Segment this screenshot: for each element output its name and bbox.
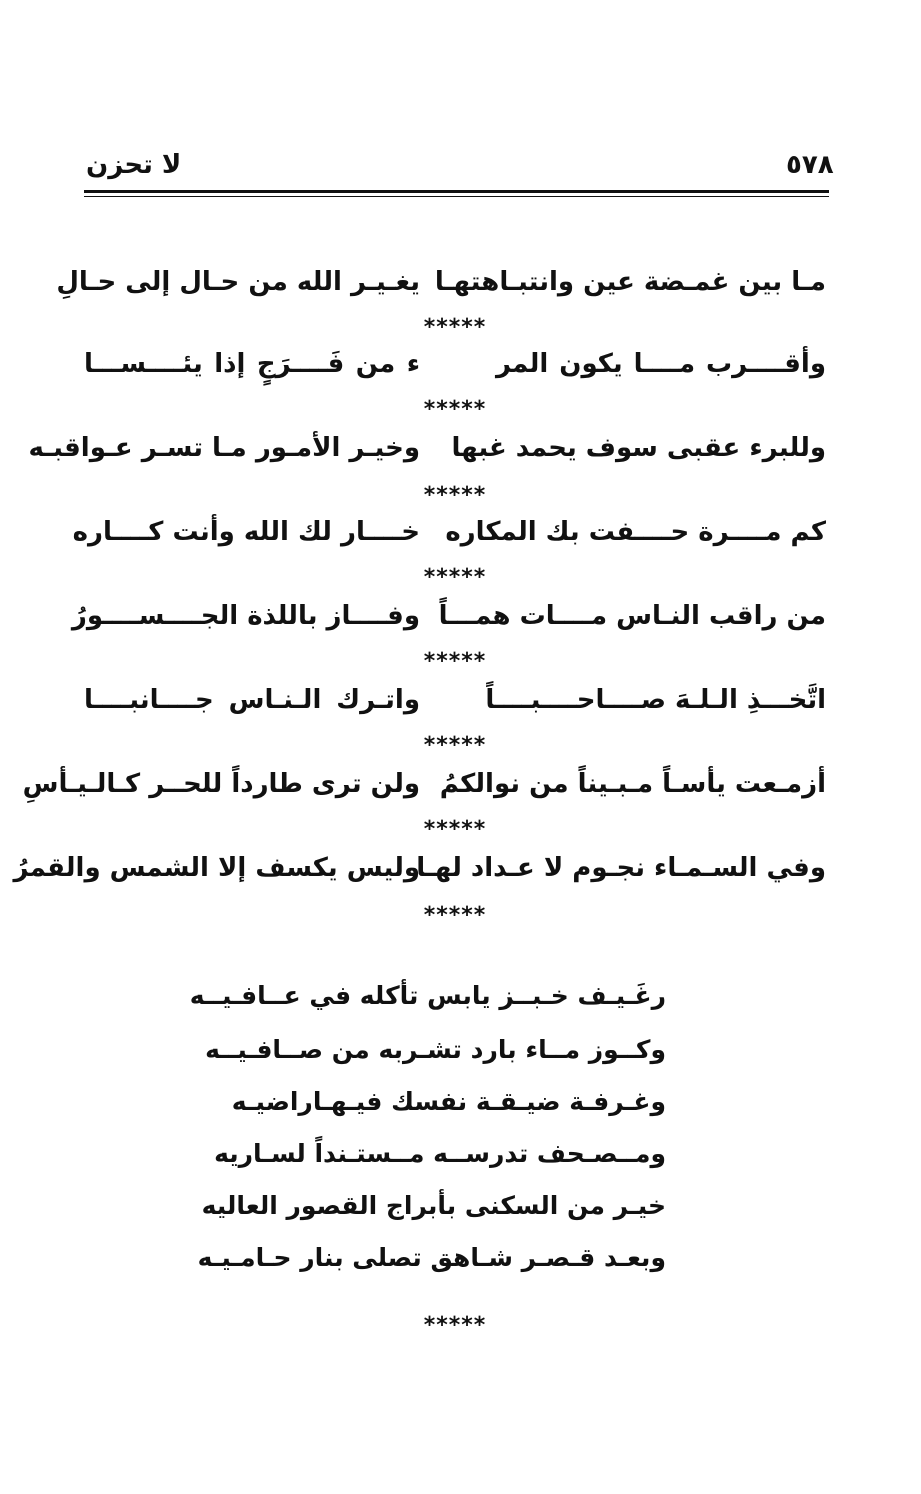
verse (72, 512, 826, 552)
verse-separator: ***** (423, 483, 487, 508)
verse-first-hemistich: وللبرء عقبى سوف يحمد غبها (451, 433, 826, 463)
verse-second-hemistich: واتـرك الـنـاس جــــانبــــا (84, 685, 420, 715)
closing-separator: ***** (423, 1313, 487, 1338)
verse (22, 764, 826, 804)
header-rule-thick (84, 190, 829, 193)
verse (84, 680, 826, 720)
verse (71, 596, 826, 636)
verse (84, 344, 826, 384)
verse-second-hemistich: وفــــاز باللذة الجــــســــورُ (71, 601, 420, 631)
verse-separator: ***** (423, 649, 487, 674)
verse-first-hemistich: مـا بين غمـضة عين وانتبـاهتهـا (434, 267, 826, 297)
verse (13, 848, 826, 888)
verse (56, 262, 826, 302)
short-poem-line: وبعـد قـصـر شـاهق تصلى بنار حـامـيـه (197, 1243, 666, 1272)
verse-second-hemistich: يغـيـر الله من حـال إلى حـالِ (56, 267, 420, 297)
verse-first-hemistich: وأقــــرب مــــا يكون المر (496, 349, 826, 379)
short-poem-line: وغـرفـة ضيـقـة نفسك فيـهـاراضيـه (231, 1087, 666, 1116)
verse-separator: ***** (423, 565, 487, 590)
verse-separator: ***** (423, 903, 487, 928)
short-poem-line: ومــصـحف تدرســه مــستـنداً لسـاريه (214, 1139, 666, 1168)
short-poem-line: خيـر من السكنى بأبراج القصور العاليه (201, 1191, 666, 1220)
verse-separator: ***** (423, 315, 487, 340)
verse-second-hemistich: ولن ترى طارداً للحــر كـالـيـأسِ (22, 769, 420, 799)
verse-second-hemistich: خــــار لك الله وأنت كــــاره (72, 517, 420, 547)
verse-first-hemistich: كم مــــرة حــــفت بك المكاره (445, 517, 826, 547)
verse-first-hemistich: اتَّخـــذِ الـلـهَ صــــاحــــبــــاً (485, 685, 826, 715)
verse (28, 428, 826, 468)
verse-separator: ***** (423, 733, 487, 758)
short-poem-line: وكــوز مــاء بارد تشـربه من صــافـيــه (205, 1035, 666, 1064)
verse-second-hemistich: وليس يكسف إلا الشمس والقمرُ (13, 853, 420, 883)
verse-first-hemistich: وفي السـمـاء نجـوم لا عـداد لهـا (416, 853, 826, 883)
book-title: لا تحزن (86, 150, 182, 180)
verse-first-hemistich: أزمـعت يأسـاً مـبـيناً من نوالكمُ (439, 769, 826, 799)
verse-separator: ***** (423, 817, 487, 842)
short-poem-line: رغَـيـف خـبــز يابس تأكله في عــافـيــه (189, 981, 666, 1010)
verse-separator: ***** (423, 397, 487, 422)
page-number: ٥٧٨ (786, 150, 834, 180)
header-rule-thin (84, 196, 829, 197)
verse-second-hemistich: ء من فَــــرَجٍ إذا يئــــســـا (84, 349, 420, 379)
verse-first-hemistich: من راقب النـاس مــــات همـــاً (438, 601, 826, 631)
verse-second-hemistich: وخيـر الأمـور مـا تسـر عـواقبـه (28, 433, 420, 463)
